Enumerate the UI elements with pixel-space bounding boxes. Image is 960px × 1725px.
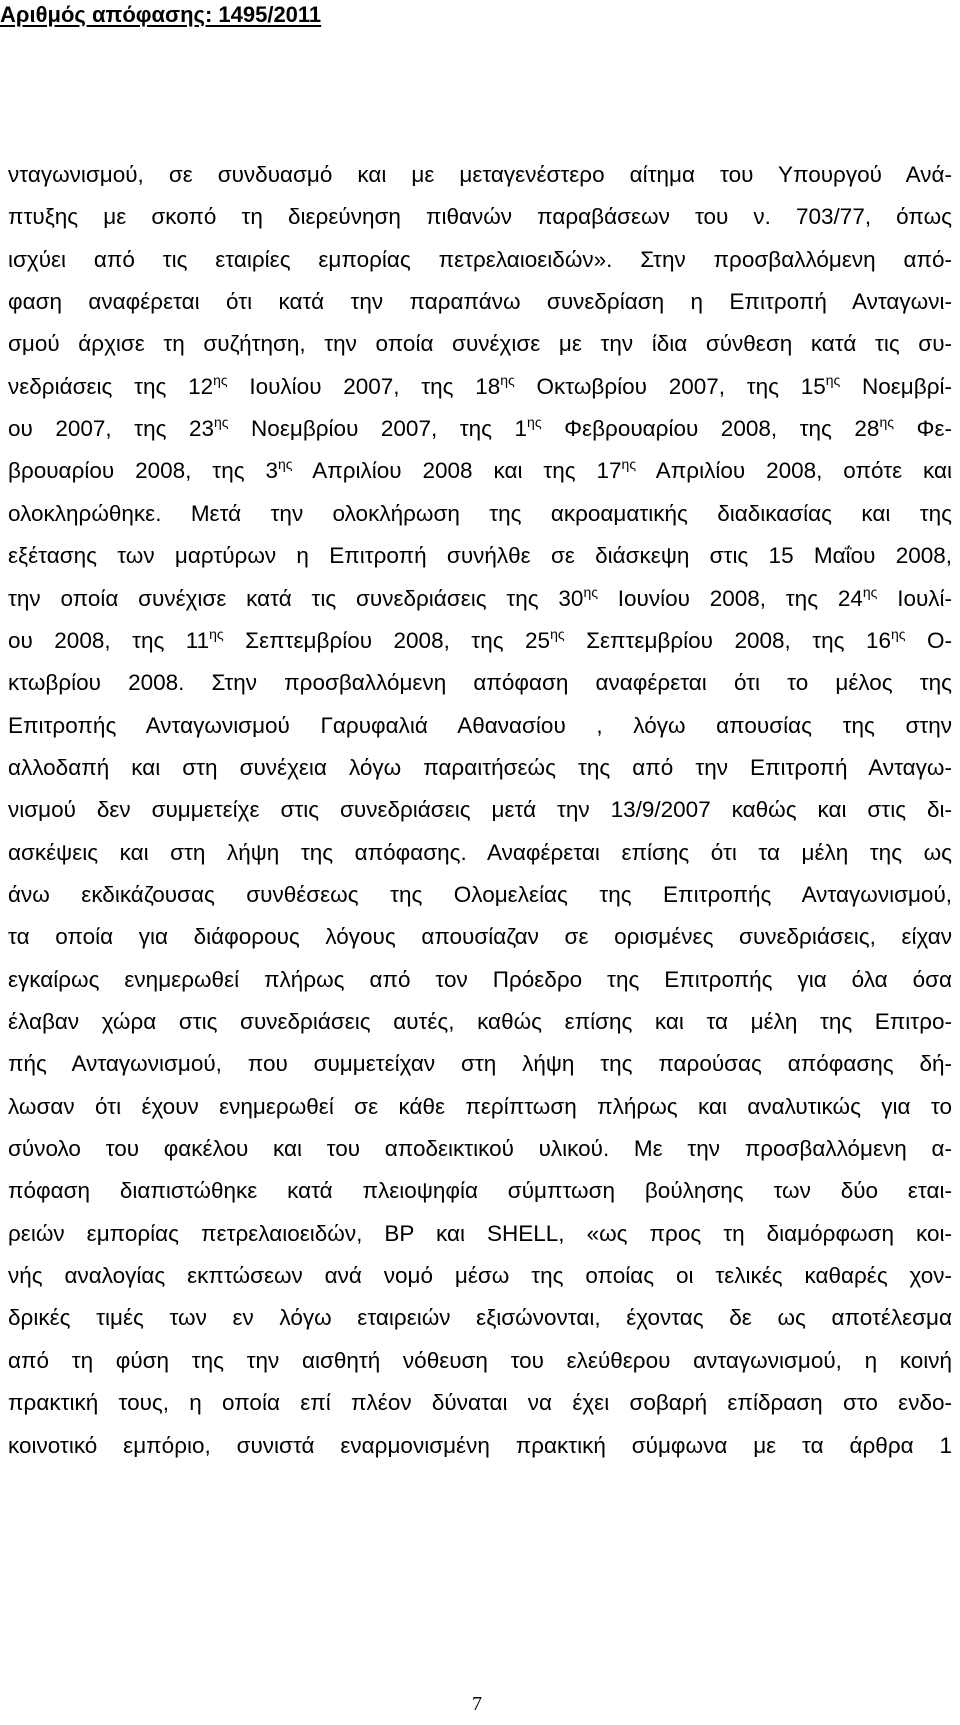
body-line: [8, 1007, 952, 1037]
text-run: ου 2007, της 23: [8, 416, 214, 442]
body-line: [8, 329, 952, 359]
text-run: πτυξης με σκοπό τη διερεύνηση πιθανών παραβάσεων του ν. 703/77, όπως: [8, 204, 952, 230]
text-run: ρειών εμπορίας πετρελαιοειδών, BP και SHELL, «ως προς τη διαμόρφωση κοι-: [8, 1220, 952, 1246]
text-run: ισχύει από τις εταιρίες εμπορίας πετρελαιοειδών». Στην προσβαλλόμενη από-: [8, 246, 952, 272]
ordinal-suffix: ης: [209, 625, 224, 642]
text-run: ολοκληρώθηκε. Μετά την ολοκλήρωση της ακροαματικής διαδικασίας και της: [8, 500, 952, 526]
ordinal-suffix: ης: [583, 583, 598, 600]
body-line: [8, 711, 952, 741]
page-number: 7: [472, 1693, 482, 1715]
body-line: [8, 245, 952, 275]
body-line: [8, 414, 952, 444]
decision-number-heading: Αριθμός απόφασης: 1495/2011: [0, 2, 322, 27]
text-run: σύνολο του φακέλου και του αποδεικτικού υλικού. Με την προσβαλλόμενη α-: [8, 1136, 952, 1162]
ordinal-suffix: ης: [621, 456, 637, 473]
text-run: φαση αναφέρεται ότι κατά την παραπάνω συνεδρίαση η Επιτροπή Ανταγωνι-: [8, 289, 952, 315]
body-line: [8, 1049, 952, 1079]
text-run: Νοεμβρί-: [840, 373, 952, 399]
ordinal-suffix: ης: [825, 371, 841, 388]
text-run: πής Ανταγωνισμού, που συμμετείχαν στη λήψη της παρούσας απόφασης δή-: [8, 1051, 952, 1077]
text-run: νής αναλογίας εκπτώσεων ανά νομό μέσω της οποίας οι τελικές καθαρές χον-: [8, 1263, 952, 1289]
text-run: άνω εκδικάζουσας συνθέσεως της Ολομελείας της Επιτροπής Ανταγωνισμού,: [8, 881, 952, 907]
text-run: εγκαίρως ενημερωθεί πλήρως από τον Πρόεδρο της Επιτροπής για όλα όσα: [8, 966, 952, 992]
body-line: [8, 965, 952, 995]
body-line: [8, 372, 952, 402]
text-run: από τη φύση της την αισθητή νόθευση του ελεύθερου ανταγωνισμού, η κοινή: [8, 1347, 952, 1373]
text-run: Φεβρουαρίου 2008, της 28: [541, 416, 880, 442]
text-run: βρουαρίου 2008, της 3: [8, 458, 278, 484]
body-line: [8, 499, 952, 529]
body-line: [8, 1303, 952, 1333]
text-run: Νοεμβρίου 2007, της 1: [228, 416, 528, 442]
body-line: [8, 1176, 952, 1206]
text-run: νεδριάσεις της 12: [8, 373, 214, 399]
body-line: [8, 1346, 952, 1376]
body-line: [8, 202, 952, 232]
body-line: [8, 1134, 952, 1164]
text-run: έλαβαν χώρα στις συνεδριάσεις αυτές, καθώς επίσης και τα μέλη της Επιτρο-: [8, 1009, 952, 1034]
text-run: Ιουλί-: [877, 585, 953, 611]
text-run: κοινοτικό εμπόριο, συνιστά εναρμονισμένη πρακτική σύμφωνα με τα άρθρα 1: [8, 1432, 952, 1458]
body-line: [8, 541, 952, 571]
body-line: [8, 160, 952, 190]
ordinal-suffix: ης: [213, 371, 228, 388]
body-line: [8, 1388, 952, 1418]
text-run: Ιουλίου 2007, της 18: [227, 373, 501, 399]
text-run: Σεπτεμβρίου 2008, της 16: [564, 627, 891, 653]
ordinal-suffix: ης: [862, 583, 878, 600]
text-run: Ο-: [905, 627, 952, 653]
text-run: ασκέψεις και στη λήψη της απόφασης. Αναφέρεται επίσης ότι τα μέλη της ως: [8, 839, 952, 865]
body-line: [8, 626, 952, 656]
body-line: [8, 456, 952, 486]
text-run: νισμού δεν συμμετείχε στις συνεδριάσεις μετά την 13/9/2007 καθώς και στις δι-: [8, 797, 952, 823]
text-run: σμού άρχισε τη συζήτηση, την οποία συνέχισε με την ίδια σύνθεση κατά τις συ-: [8, 331, 952, 357]
body-line: [8, 287, 952, 317]
ordinal-suffix: ης: [890, 625, 906, 642]
text-run: Απριλίου 2008, οπότε και: [636, 458, 953, 484]
text-run: Επιτροπής Ανταγωνισμού Γαρυφαλιά Αθανασίου , λόγω απουσίας της στην: [8, 712, 952, 738]
body-line: [8, 1261, 952, 1291]
body-line: [8, 1092, 952, 1122]
ordinal-suffix: ης: [550, 625, 565, 642]
body-line: [8, 880, 952, 910]
text-run: τα οποία για διάφορους λόγους απουσίαζαν σε ορισμένες συνεδριάσεις, είχαν: [8, 924, 952, 950]
body-line: [8, 753, 952, 783]
text-run: λωσαν ότι έχουν ενημερωθεί σε κάθε περίπτωση πλήρως και αναλυτικώς για το: [8, 1093, 952, 1119]
text-run: αλλοδαπή και στη συνέχεια λόγω παραιτήσεώς της από την Επιτροπή Ανταγω-: [8, 754, 952, 780]
ordinal-suffix: ης: [213, 414, 229, 431]
ordinal-suffix: ης: [277, 456, 293, 473]
text-run: πόφαση διαπιστώθηκε κατά πλειοψηφία σύμπτωση βούλησης των δύο εται-: [8, 1178, 952, 1204]
text-run: Φε-: [893, 416, 952, 442]
text-run: Ιουνίου 2008, της 24: [597, 585, 863, 611]
text-run: πρακτική τους, η οποία επί πλέον δύναται να έχει σοβαρή επίδραση στο ενδο-: [8, 1390, 952, 1416]
body-line: [8, 1431, 952, 1461]
ordinal-suffix: ης: [879, 414, 894, 431]
body-line: [8, 668, 952, 698]
text-run: νταγωνισμού, σε συνδυασμό και με μεταγενέστερο αίτημα του Υπουργού Ανά-: [8, 162, 952, 187]
text-run: εξέτασης των μαρτύρων η Επιτροπή συνήλθε σε διάσκεψη στις 15 Μαΐου 2008,: [8, 543, 952, 569]
ordinal-suffix: ης: [527, 414, 542, 431]
text-run: Σεπτεμβρίου 2008, της 25: [223, 627, 551, 653]
ordinal-suffix: ης: [500, 371, 515, 388]
text-run: Απριλίου 2008 και της 17: [292, 458, 622, 484]
text-run: κτωβρίου 2008. Στην προσβαλλόμενη απόφαση αναφέρεται ότι το μέλος της: [8, 670, 952, 696]
text-run: ου 2008, της 11: [8, 627, 210, 653]
text-run: δρικές τιμές των εν λόγω εταιρειών εξισώνονται, έχοντας δε ως αποτέλεσμα: [8, 1305, 952, 1331]
body-line: [8, 922, 952, 952]
body-line: [8, 795, 952, 825]
body-line: [8, 838, 952, 868]
body-line: [8, 584, 952, 614]
text-run: Οκτωβρίου 2007, της 15: [514, 373, 826, 399]
text-run: την οποία συνέχισε κατά τις συνεδριάσεις της 30: [8, 585, 584, 611]
body-line: [8, 1219, 952, 1249]
